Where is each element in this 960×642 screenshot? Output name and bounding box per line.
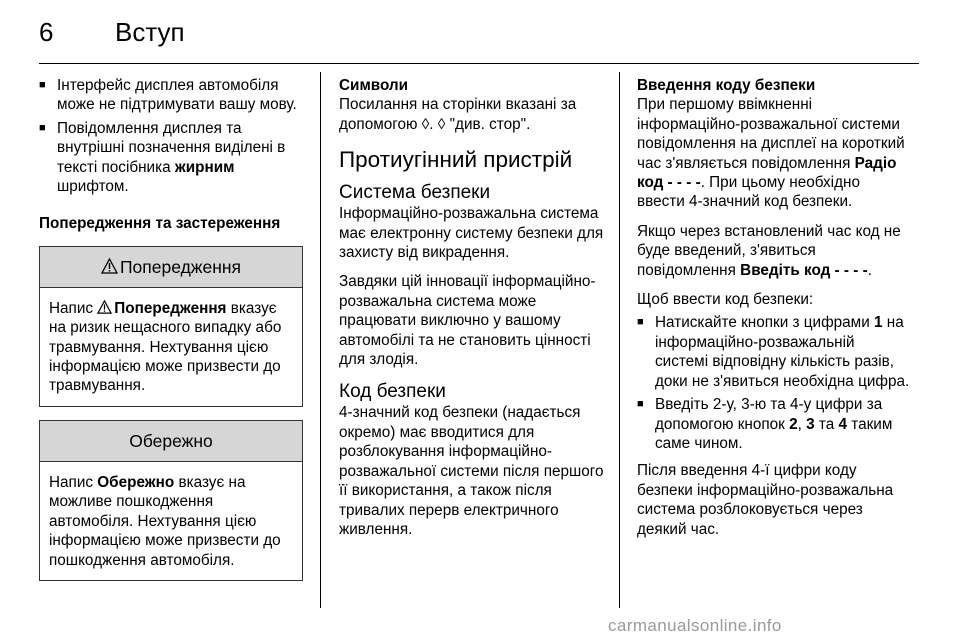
bold-text: Введіть код - - - -: [740, 261, 868, 279]
watermark: carmanualsonline.info: [608, 616, 782, 635]
code-entry-heading: Введення коду безпеки: [637, 77, 816, 94]
code-paragraph: 4-значний код безпеки (надається окремо) має вводитися для розблокування інформаційно-розважальної системи після першого її використання, а також після тривалих перерв електричного живлення.: [339, 404, 604, 538]
caution-box: [39, 420, 303, 581]
header-rule: [39, 63, 919, 64]
bold-text: жирним: [174, 158, 235, 176]
bold-text: 1: [874, 314, 883, 332]
bullet-text: ,: [797, 415, 807, 433]
warning-box: [39, 246, 303, 407]
bold-text: 3: [806, 415, 815, 433]
caution-text: Напис: [49, 473, 98, 491]
list-item: [39, 76, 303, 115]
column-divider-2: [619, 72, 620, 608]
subsection-heading-code: Код безпеки: [339, 381, 446, 403]
warning-triangle-icon: [101, 258, 118, 274]
bullet-text: таким саме чином.: [655, 415, 893, 452]
paragraph-text: "див. стор".: [445, 115, 531, 133]
paragraph-text: .: [867, 261, 872, 279]
bold-text: 2: [789, 415, 798, 433]
paragraph-text: .: [429, 115, 438, 133]
paragraph-text: Посилання на сторінки вказані за допомогою: [339, 96, 577, 133]
list-item: [39, 119, 303, 197]
subsection-heading-security: Система безпеки: [339, 182, 491, 204]
bold-text: 4: [838, 415, 847, 433]
symbols-heading: Символи: [339, 77, 409, 94]
page-number: 6: [39, 17, 54, 47]
page-ref-icon: ◊: [437, 115, 446, 133]
bullet-text: Натискайте кнопки з цифрами: [655, 314, 874, 332]
bullet-text: на інформаційно-розважальній системі відповідну кількість разів, доки не з'явиться необхідна цифра.: [655, 314, 910, 390]
bullet-text: та: [814, 415, 839, 433]
warning-box-header: [40, 247, 302, 288]
paragraph-text: При першому ввімкненні інформаційно-розважальної системи повідомлення на дисплеї на короткий час з'являється повідомлення: [637, 96, 905, 172]
warnings-heading: Попередження та застереження: [39, 215, 281, 233]
warning-box-title: Попередження: [119, 256, 242, 277]
caution-text: вказує на можливе пошкодження автомобіля. Нехтування цією інформацією може призвести до пошкодження автомобіля.: [49, 473, 281, 569]
bullet-text: Інтерфейс дисплея автомобіля може не підтримувати вашу мову.: [57, 77, 297, 114]
bullet-text: Повідомлення дисплея та внутрішні позначення виділені в тексті посібника: [57, 119, 286, 176]
column-1: [39, 76, 303, 591]
section-heading: Протиугінний пристрій: [339, 147, 573, 173]
caution-box-header: Обережно: [40, 421, 302, 462]
paragraph: [637, 95, 911, 211]
column-2: [339, 76, 604, 549]
list-item: [637, 313, 911, 391]
column-3: [637, 76, 911, 549]
page-title: Вступ: [115, 17, 185, 47]
warning-box-body: [40, 288, 302, 406]
list-item: [637, 395, 911, 453]
warning-text: вказує на ризик нещасного випадку або травмування. Нехтування цією інформацією може призвести до травмування.: [49, 299, 282, 395]
paragraph: Після введення 4-ї цифри коду безпеки інформаційно-розважальна система розблоковується через деякий час.: [637, 462, 894, 538]
column-divider-1: [320, 72, 321, 608]
paragraph-text: . При цьому необхідно ввести 4-значний код безпеки.: [637, 174, 860, 211]
page-ref-icon: ◊: [421, 115, 430, 133]
paragraph: [637, 222, 911, 280]
warning-text: Напис: [49, 299, 98, 317]
security-paragraph-1: Інформаційно-розважальна система має електронну систему безпеки для захисту від викрадення.: [339, 205, 604, 262]
bold-text: Радіо код - - - -: [637, 154, 897, 192]
page-header: [39, 14, 919, 54]
bullet-text: шрифтом.: [57, 178, 129, 196]
security-paragraph-2: Завдяки цій інновації інформаційно-розважальна система може працювати виключно у вашому автомобілі та не становить цінності для злодія.: [339, 273, 596, 369]
paragraph: Щоб ввести код безпеки:: [637, 291, 814, 309]
warning-triangle-icon: [97, 300, 112, 314]
symbols-paragraph: [339, 95, 604, 134]
paragraph-text: Якщо через встановлений час код не буде введений, з'явиться повідомлення: [637, 222, 901, 279]
bold-text: Попередження: [114, 299, 227, 317]
bold-text: Обережно: [97, 473, 175, 491]
caution-box-body: [40, 462, 302, 580]
bullet-text: Введіть 2-у, 3-ю та 4-у цифри за допомогою кнопок: [655, 396, 883, 433]
